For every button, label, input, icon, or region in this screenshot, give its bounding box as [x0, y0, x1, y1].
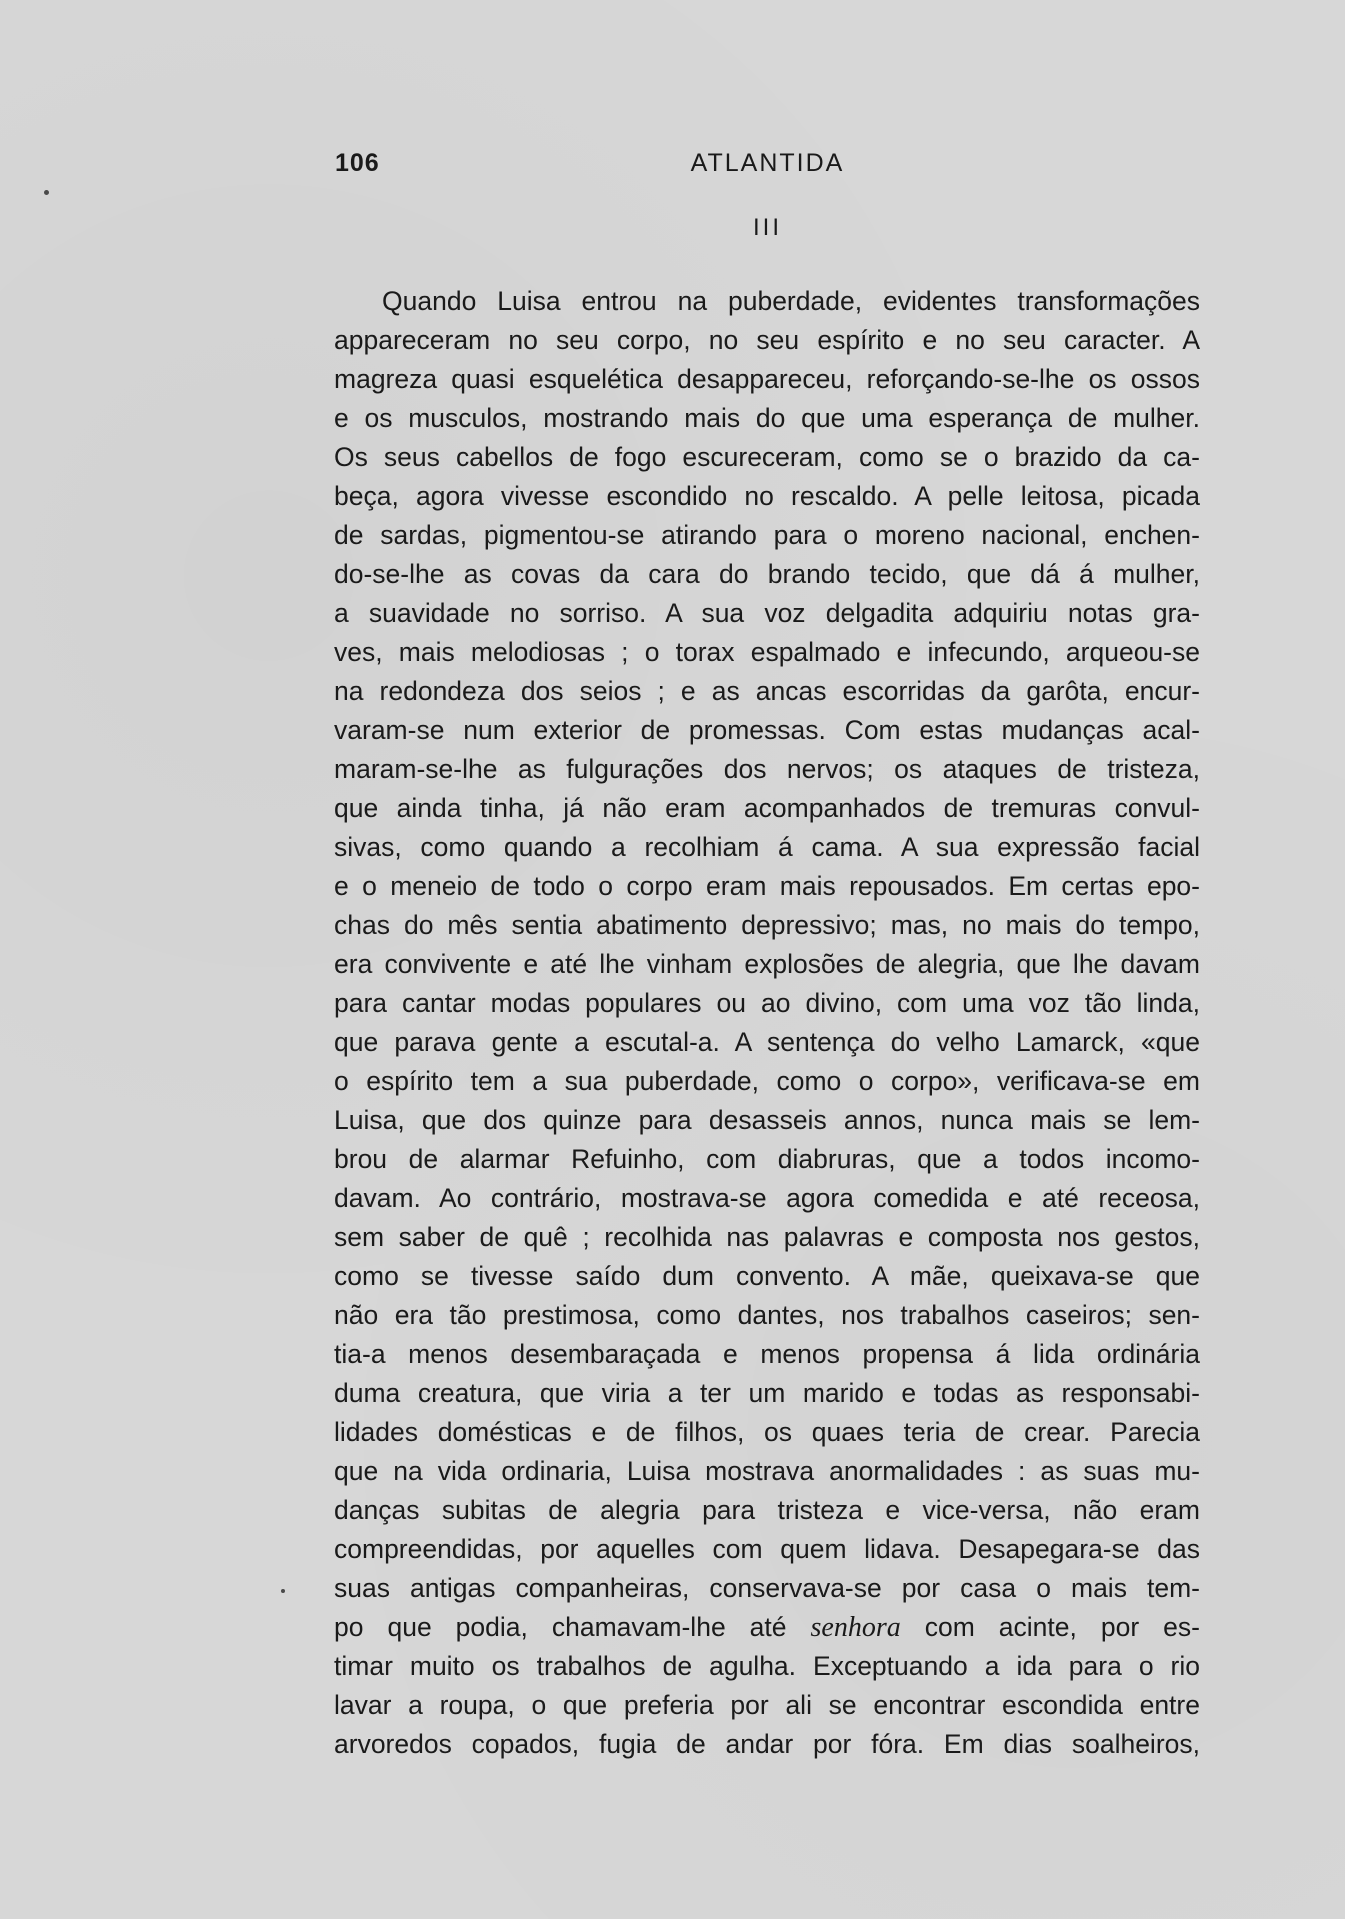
text-line: que ainda tinha, já não eram acompanhados de tremuras convul- — [334, 793, 1200, 823]
text-line: a suavidade no sorriso. A sua voz delgadita adquiriu notas gra- — [334, 598, 1200, 628]
text-line: que parava gente a escutal-a. A sentença do velho Lamarck, «que — [334, 1027, 1200, 1057]
text-line: não era tão prestimosa, como dantes, nos trabalhos caseiros; sen- — [334, 1300, 1200, 1330]
text-line: e os musculos, mostrando mais do que uma esperança de mulher. — [334, 403, 1200, 433]
text-line: do-se-lhe as covas da cara do brando tecido, que dá á mulher, — [334, 559, 1200, 589]
text-line: suas antigas companheiras, conservava-se por casa o mais tem- — [334, 1573, 1200, 1603]
text-line: como se tivesse saído dum convento. A mãe, queixava-se que — [334, 1261, 1200, 1291]
chapter-number: III — [752, 214, 782, 241]
text-line: varam-se num exterior de promessas. Com estas mudanças acal- — [334, 715, 1200, 745]
emphasized-word: senhora — [810, 1612, 901, 1643]
print-speck — [44, 190, 49, 195]
text-line-with-emphasis — [334, 1608, 1200, 1647]
print-speck — [281, 1589, 285, 1593]
chapter-paragraph — [334, 282, 1200, 1764]
text-line: o espírito tem a sua puberdade, como o corpo», verificava-se em — [334, 1066, 1200, 1096]
text-line: de sardas, pigmentou-se atirando para o moreno nacional, enchen- — [334, 520, 1200, 550]
text-line: Quando Luisa entrou na puberdade, evidentes transformações — [382, 286, 1200, 316]
text-line: duma creatura, que viria a ter um marido e todas as responsabi- — [334, 1378, 1200, 1408]
text-line: danças subitas de alegria para tristeza e vice-versa, não eram — [334, 1495, 1200, 1525]
text-line: lavar a roupa, o que preferia por ali se encontrar escondida entre — [334, 1690, 1200, 1720]
text-line: brou de alarmar Refuinho, com diabruras, que a todos incomo- — [334, 1144, 1200, 1174]
page-number: 106 — [335, 149, 380, 177]
text-line: era convivente e até lhe vinham explosões de alegria, que lhe davam — [334, 949, 1200, 979]
text-segment: com acinte, por es- — [900, 1612, 1200, 1642]
running-title: ATLANTIDA — [690, 149, 845, 177]
text-line: ves, mais melodiosas ; o torax espalmado e infecundo, arqueou-se — [334, 637, 1200, 667]
text-line: tia-a menos desembaraçada e menos propensa á lida ordinária — [334, 1339, 1200, 1369]
text-line: e o meneio de todo o corpo eram mais repousados. Em certas epo- — [334, 871, 1200, 901]
text-line: Luisa, que dos quinze para desasseis annos, nunca mais se lem- — [334, 1105, 1200, 1135]
text-line: para cantar modas populares ou ao divino, com uma voz tão linda, — [334, 988, 1200, 1018]
text-line: chas do mês sentia abatimento depressivo; mas, no mais do tempo, — [334, 910, 1200, 940]
text-line: maram-se-lhe as fulgurações dos nervos; os ataques de tristeza, — [334, 754, 1200, 784]
text-segment: po que podia, chamavam-lhe até — [334, 1612, 811, 1642]
text-line: Os seus cabellos de fogo escureceram, como se o brazido da ca- — [334, 442, 1200, 472]
text-line: que na vida ordinaria, Luisa mostrava anormalidades : as suas mu- — [334, 1456, 1200, 1486]
text-line: timar muito os trabalhos de agulha. Exceptuando a ida para o rio — [334, 1651, 1200, 1681]
text-line: davam. Ao contrário, mostrava-se agora comedida e até receosa, — [334, 1183, 1200, 1213]
text-line: arvoredos copados, fugia de andar por fóra. Em dias soalheiros, — [334, 1729, 1200, 1759]
text-line: appareceram no seu corpo, no seu espírito e no seu caracter. A — [334, 325, 1200, 355]
text-line: compreendidas, por aquelles com quem lidava. Desapegara-se das — [334, 1534, 1200, 1564]
text-line: sivas, como quando a recolhiam á cama. A sua expressão facial — [334, 832, 1200, 862]
text-line: beça, agora vivesse escondido no rescaldo. A pelle leitosa, picada — [334, 481, 1200, 511]
text-line: lidades domésticas e de filhos, os quaes teria de crear. Parecia — [334, 1417, 1200, 1447]
text-line: na redondeza dos seios ; e as ancas escorridas da garôta, encur- — [334, 676, 1200, 706]
text-line: sem saber de quê ; recolhida nas palavras e composta nos gestos, — [334, 1222, 1200, 1252]
text-line: magreza quasi esquelética desappareceu, reforçando-se-lhe os ossos — [334, 364, 1200, 394]
page-header — [335, 146, 1200, 180]
